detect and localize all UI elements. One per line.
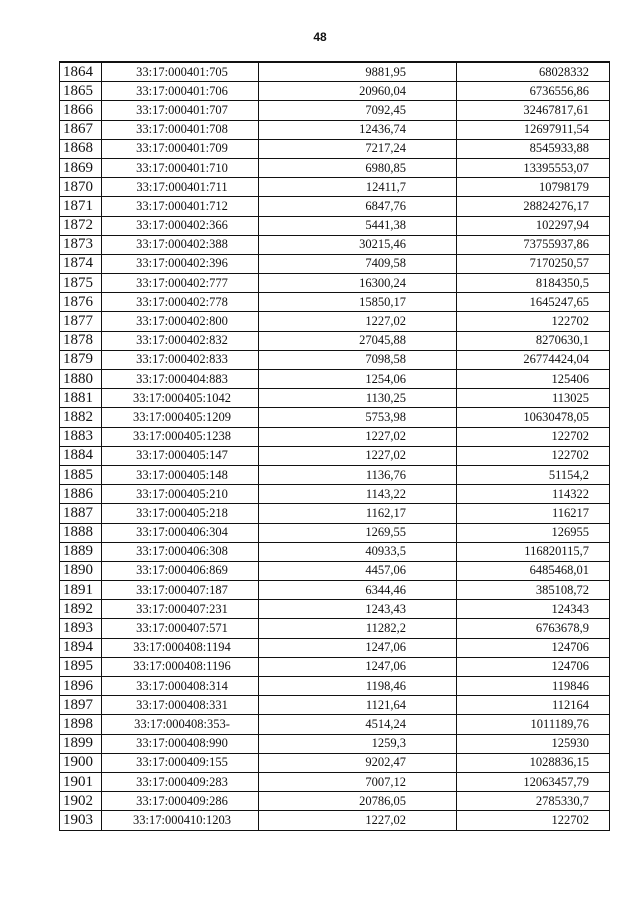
cadastral-number-cell: 33:17:000406:869 — [102, 561, 259, 580]
area-cell: 30215,46 — [259, 235, 457, 254]
cadastral-value-cell: 126955 — [457, 523, 610, 542]
area-cell: 4514,24 — [259, 715, 457, 734]
table-row — [60, 101, 610, 120]
table-row — [60, 772, 610, 791]
table-row — [60, 408, 610, 427]
row-number-cell: 1877 — [60, 312, 102, 331]
row-number-cell: 1866 — [60, 101, 102, 120]
area-cell: 11282,2 — [259, 619, 457, 638]
row-number-cell: 1875 — [60, 274, 102, 293]
area-cell: 6980,85 — [259, 158, 457, 177]
table-row — [60, 312, 610, 331]
row-number-cell: 1889 — [60, 542, 102, 561]
table-body — [60, 62, 610, 830]
cadastral-number-cell: 33:17:000406:304 — [102, 523, 259, 542]
table-row — [60, 82, 610, 101]
cadastral-value-cell: 7170250,57 — [457, 254, 610, 273]
cadastral-number-cell: 33:17:000408:990 — [102, 734, 259, 753]
row-number-cell: 1900 — [60, 753, 102, 772]
cadastral-value-cell: 114322 — [457, 485, 610, 504]
table-row — [60, 216, 610, 235]
row-number-cell: 1864 — [60, 62, 102, 82]
cadastral-value-cell: 125930 — [457, 734, 610, 753]
row-number-cell: 1872 — [60, 216, 102, 235]
cadastral-number-cell: 33:17:000405:147 — [102, 446, 259, 465]
row-number-cell: 1878 — [60, 331, 102, 350]
cadastral-number-cell: 33:17:000402:396 — [102, 254, 259, 273]
cadastral-number-cell: 33:17:000401:707 — [102, 101, 259, 120]
row-number-cell: 1899 — [60, 734, 102, 753]
row-number-cell: 1893 — [60, 619, 102, 638]
cadastral-number-cell: 33:17:000407:571 — [102, 619, 259, 638]
cadastral-value-cell: 28824276,17 — [457, 197, 610, 216]
area-cell: 1227,02 — [259, 811, 457, 830]
cadastral-value-cell: 6763678,9 — [457, 619, 610, 638]
row-number-cell: 1898 — [60, 715, 102, 734]
cadastral-number-cell: 33:17:000407:231 — [102, 600, 259, 619]
row-number-cell: 1903 — [60, 811, 102, 830]
cadastral-number-cell: 33:17:000401:712 — [102, 197, 259, 216]
row-number-cell: 1871 — [60, 197, 102, 216]
table-row — [60, 139, 610, 158]
table-row — [60, 792, 610, 811]
row-number-cell: 1881 — [60, 389, 102, 408]
table-row — [60, 638, 610, 657]
cadastral-number-cell: 33:17:000401:709 — [102, 139, 259, 158]
cadastral-value-cell: 122702 — [457, 811, 610, 830]
area-cell: 4457,06 — [259, 561, 457, 580]
row-number-cell: 1884 — [60, 446, 102, 465]
table-row — [60, 811, 610, 830]
row-number-cell: 1885 — [60, 465, 102, 484]
cadastral-number-cell: 33:17:000402:832 — [102, 331, 259, 350]
area-cell: 7092,45 — [259, 101, 457, 120]
cadastral-value-cell: 124343 — [457, 600, 610, 619]
row-number-cell: 1882 — [60, 408, 102, 427]
cadastral-number-cell: 33:17:000405:210 — [102, 485, 259, 504]
cadastral-value-cell: 113025 — [457, 389, 610, 408]
cadastral-value-cell: 122702 — [457, 427, 610, 446]
cadastral-number-cell: 33:17:000402:778 — [102, 293, 259, 312]
row-number-cell: 1902 — [60, 792, 102, 811]
area-cell: 6847,76 — [259, 197, 457, 216]
table-row — [60, 293, 610, 312]
cadastral-number-cell: 33:17:000401:705 — [102, 62, 259, 82]
cadastral-number-cell: 33:17:000402:777 — [102, 274, 259, 293]
area-cell: 7098,58 — [259, 350, 457, 369]
row-number-cell: 1890 — [60, 561, 102, 580]
area-cell: 7409,58 — [259, 254, 457, 273]
row-number-cell: 1901 — [60, 772, 102, 791]
table-row — [60, 677, 610, 696]
row-number-cell: 1887 — [60, 504, 102, 523]
cadastral-number-cell: 33:17:000401:708 — [102, 120, 259, 139]
cadastral-value-cell: 124706 — [457, 657, 610, 676]
row-number-cell: 1896 — [60, 677, 102, 696]
cadastral-value-cell: 26774424,04 — [457, 350, 610, 369]
cadastral-value-cell: 1645247,65 — [457, 293, 610, 312]
area-cell: 1162,17 — [259, 504, 457, 523]
cadastral-value-cell: 8184350,5 — [457, 274, 610, 293]
cadastral-number-cell: 33:17:000408:1194 — [102, 638, 259, 657]
area-cell: 1247,06 — [259, 657, 457, 676]
row-number-cell: 1867 — [60, 120, 102, 139]
row-number-cell: 1879 — [60, 350, 102, 369]
cadastral-number-cell: 33:17:000405:148 — [102, 465, 259, 484]
table-row — [60, 561, 610, 580]
table-row — [60, 657, 610, 676]
row-number-cell: 1873 — [60, 235, 102, 254]
area-cell: 1227,02 — [259, 446, 457, 465]
cadastral-value-cell: 122702 — [457, 446, 610, 465]
area-cell: 40933,5 — [259, 542, 457, 561]
table-row — [60, 485, 610, 504]
table-row — [60, 274, 610, 293]
table-row — [60, 331, 610, 350]
cadastral-number-cell: 33:17:000404:883 — [102, 370, 259, 389]
cadastral-value-cell: 73755937,86 — [457, 235, 610, 254]
cadastral-number-cell: 33:17:000408:314 — [102, 677, 259, 696]
area-cell: 7217,24 — [259, 139, 457, 158]
area-cell: 1143,22 — [259, 485, 457, 504]
area-cell: 7007,12 — [259, 772, 457, 791]
cadastral-value-cell: 8545933,88 — [457, 139, 610, 158]
table-row — [60, 753, 610, 772]
row-number-cell: 1880 — [60, 370, 102, 389]
area-cell: 1136,76 — [259, 465, 457, 484]
cadastral-number-cell: 33:17:000406:308 — [102, 542, 259, 561]
cadastral-number-cell: 33:17:000410:1203 — [102, 811, 259, 830]
cadastral-value-cell: 6736556,86 — [457, 82, 610, 101]
cadastral-value-cell: 6485468,01 — [457, 561, 610, 580]
cadastral-value-cell: 12063457,79 — [457, 772, 610, 791]
cadastral-number-cell: 33:17:000409:286 — [102, 792, 259, 811]
area-cell: 20786,05 — [259, 792, 457, 811]
cadastral-number-cell: 33:17:000401:710 — [102, 158, 259, 177]
cadastral-number-cell: 33:17:000401:706 — [102, 82, 259, 101]
cadastral-value-cell: 10798179 — [457, 178, 610, 197]
area-cell: 15850,17 — [259, 293, 457, 312]
cadastral-value-cell: 2785330,7 — [457, 792, 610, 811]
table-row — [60, 734, 610, 753]
area-cell: 1130,25 — [259, 389, 457, 408]
cadastral-number-cell: 33:17:000408:353- — [102, 715, 259, 734]
row-number-cell: 1894 — [60, 638, 102, 657]
page-number: 48 — [313, 30, 327, 44]
land-plots-table — [59, 61, 610, 831]
cadastral-value-cell: 112164 — [457, 696, 610, 715]
cadastral-number-cell: 33:17:000409:283 — [102, 772, 259, 791]
table-row — [60, 389, 610, 408]
cadastral-value-cell: 10630478,05 — [457, 408, 610, 427]
table-row — [60, 581, 610, 600]
row-number-cell: 1883 — [60, 427, 102, 446]
cadastral-value-cell: 102297,94 — [457, 216, 610, 235]
area-cell: 1269,55 — [259, 523, 457, 542]
area-cell: 12411,7 — [259, 178, 457, 197]
area-cell: 1254,06 — [259, 370, 457, 389]
cadastral-number-cell: 33:17:000405:218 — [102, 504, 259, 523]
area-cell: 1243,43 — [259, 600, 457, 619]
table-row — [60, 504, 610, 523]
cadastral-number-cell: 33:17:000409:155 — [102, 753, 259, 772]
row-number-cell: 1895 — [60, 657, 102, 676]
cadastral-number-cell: 33:17:000405:1238 — [102, 427, 259, 446]
table-row — [60, 715, 610, 734]
cadastral-value-cell: 119846 — [457, 677, 610, 696]
row-number-cell: 1870 — [60, 178, 102, 197]
area-cell: 1247,06 — [259, 638, 457, 657]
row-number-cell: 1897 — [60, 696, 102, 715]
row-number-cell: 1869 — [60, 158, 102, 177]
table-row — [60, 235, 610, 254]
cadastral-value-cell: 1011189,76 — [457, 715, 610, 734]
row-number-cell: 1891 — [60, 581, 102, 600]
area-cell: 1227,02 — [259, 427, 457, 446]
cadastral-number-cell: 33:17:000401:711 — [102, 178, 259, 197]
cadastral-value-cell: 8270630,1 — [457, 331, 610, 350]
cadastral-value-cell: 1028836,15 — [457, 753, 610, 772]
area-cell: 9881,95 — [259, 62, 457, 82]
table-row — [60, 465, 610, 484]
area-cell: 1227,02 — [259, 312, 457, 331]
area-cell: 9202,47 — [259, 753, 457, 772]
cadastral-value-cell: 68028332 — [457, 62, 610, 82]
cadastral-value-cell: 385108,72 — [457, 581, 610, 600]
cadastral-number-cell: 33:17:000407:187 — [102, 581, 259, 600]
table-row — [60, 350, 610, 369]
area-cell: 1259,3 — [259, 734, 457, 753]
cadastral-number-cell: 33:17:000405:1042 — [102, 389, 259, 408]
cadastral-value-cell: 32467817,61 — [457, 101, 610, 120]
cadastral-number-cell: 33:17:000408:1196 — [102, 657, 259, 676]
cadastral-number-cell: 33:17:000402:800 — [102, 312, 259, 331]
cadastral-number-cell: 33:17:000402:366 — [102, 216, 259, 235]
cadastral-number-cell: 33:17:000402:388 — [102, 235, 259, 254]
table-row — [60, 446, 610, 465]
cadastral-value-cell: 116217 — [457, 504, 610, 523]
table-row — [60, 197, 610, 216]
area-cell: 1198,46 — [259, 677, 457, 696]
area-cell: 1121,64 — [259, 696, 457, 715]
cadastral-number-cell: 33:17:000405:1209 — [102, 408, 259, 427]
table-row — [60, 62, 610, 82]
table-row — [60, 178, 610, 197]
cadastral-value-cell: 116820115,7 — [457, 542, 610, 561]
area-cell: 27045,88 — [259, 331, 457, 350]
area-cell: 5753,98 — [259, 408, 457, 427]
row-number-cell: 1888 — [60, 523, 102, 542]
row-number-cell: 1876 — [60, 293, 102, 312]
cadastral-value-cell: 12697911,54 — [457, 120, 610, 139]
cadastral-value-cell: 124706 — [457, 638, 610, 657]
cadastral-number-cell: 33:17:000402:833 — [102, 350, 259, 369]
cadastral-value-cell: 13395553,07 — [457, 158, 610, 177]
table-row — [60, 370, 610, 389]
table-row — [60, 120, 610, 139]
table-row — [60, 600, 610, 619]
area-cell: 12436,74 — [259, 120, 457, 139]
row-number-cell: 1868 — [60, 139, 102, 158]
row-number-cell: 1874 — [60, 254, 102, 273]
cadastral-value-cell: 122702 — [457, 312, 610, 331]
row-number-cell: 1886 — [60, 485, 102, 504]
area-cell: 5441,38 — [259, 216, 457, 235]
area-cell: 16300,24 — [259, 274, 457, 293]
table-row — [60, 542, 610, 561]
table-row — [60, 619, 610, 638]
table-row — [60, 158, 610, 177]
area-cell: 20960,04 — [259, 82, 457, 101]
table-row — [60, 696, 610, 715]
cadastral-number-cell: 33:17:000408:331 — [102, 696, 259, 715]
area-cell: 6344,46 — [259, 581, 457, 600]
cadastral-value-cell: 125406 — [457, 370, 610, 389]
table-row — [60, 254, 610, 273]
row-number-cell: 1892 — [60, 600, 102, 619]
row-number-cell: 1865 — [60, 82, 102, 101]
table-row — [60, 523, 610, 542]
table-row — [60, 427, 610, 446]
cadastral-value-cell: 51154,2 — [457, 465, 610, 484]
